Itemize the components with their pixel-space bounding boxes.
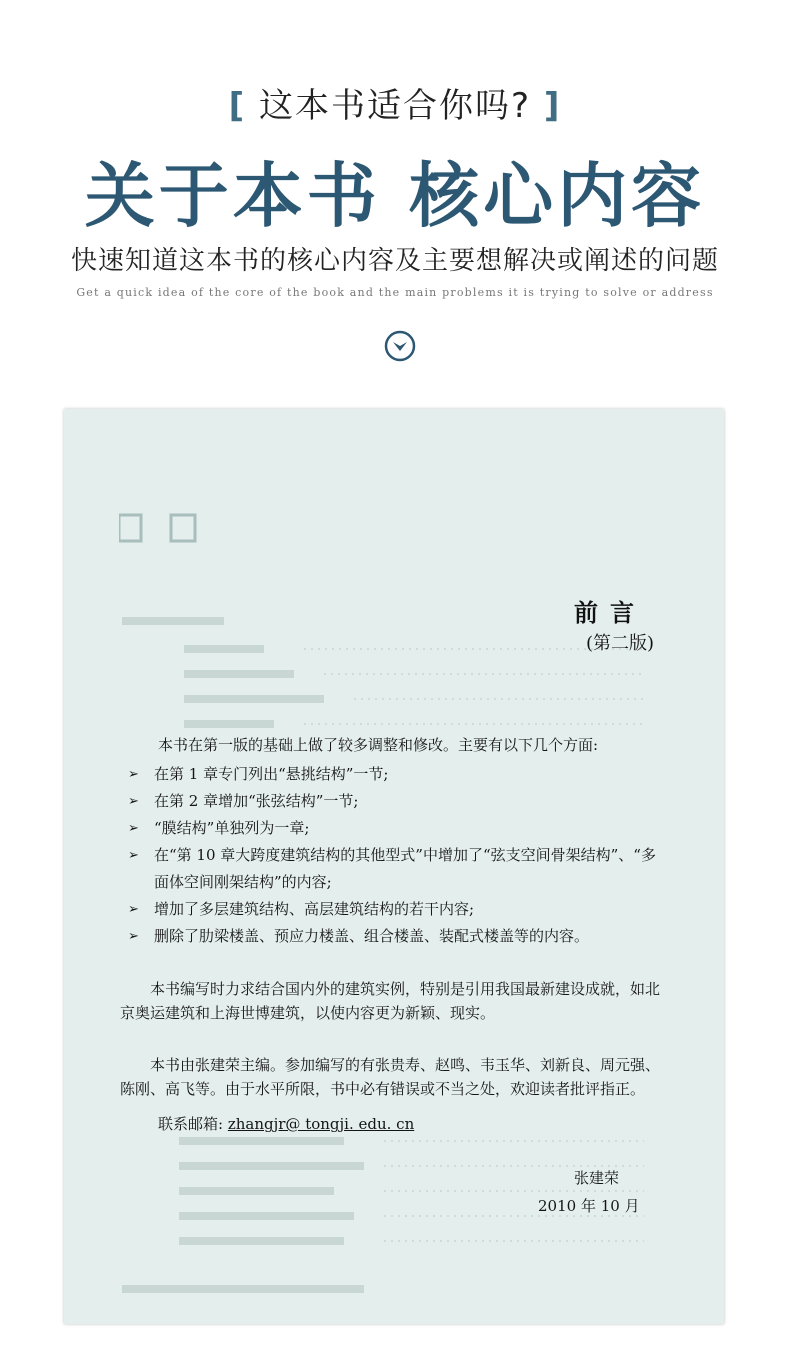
bullet-arrow-icon: ➢ (128, 794, 139, 809)
bracket-left: [ (228, 86, 247, 126)
contact-label: 联系邮箱: (158, 1115, 224, 1133)
list-item: ➢ 删除了肋梁楼盖、预应力楼盖、组合楼盖、装配式楼盖等的内容。 (128, 923, 668, 950)
author-name: 张建荣 (574, 1169, 620, 1187)
preface-date: 2010 年 10 月 (538, 1197, 640, 1215)
bracket-right: ] (543, 86, 562, 126)
preface-paragraph: 本书编写时力求结合国内外的建筑实例，特别是引用我国最新建设成就，如北京奥运建筑和上海世博建筑，以使内容更为新颖、现实。 (120, 980, 661, 1022)
preface-paragraph: 本书由张建荣主编。参加编写的有张贵寿、赵鸣、韦玉华、刘新良、周元强、陈刚、高飞等。由于水平所限，书中必有错误或不当之处，欢迎读者批评指正。 (120, 1056, 661, 1098)
list-item: ➢ 在第 2 章增加“张弦结构”一节; (128, 788, 668, 815)
contact-line (158, 1113, 414, 1134)
english-subtitle: Get a quick idea of the core of the book and the main problems it is trying to solve or address (76, 286, 714, 299)
list-item: ➢ “膜结构”单独列为一章; (128, 815, 668, 842)
contact-email: zhangjr@ tongji. edu. cn (227, 1115, 415, 1133)
preface-intro: 本书在第一版的基础上做了较多调整和修改。主要有以下几个方面: (158, 736, 599, 754)
edition-label: (第二版) (585, 633, 654, 654)
list-item: ➢ 在第 1 章专门列出“悬挑结构”一节; (128, 761, 668, 788)
bullet-arrow-icon: ➢ (128, 902, 139, 917)
preface-title: 前言 (574, 598, 646, 627)
bullet-arrow-icon: ➢ (128, 767, 139, 782)
bullet-arrow-icon: ➢ (128, 848, 139, 863)
bullet-arrow-icon: ➢ (128, 821, 139, 836)
chevron-down-circle-icon (384, 330, 416, 362)
question-text: 这本书适合你吗? (258, 86, 532, 126)
list-item: ➢ 在“第 10 章大跨度建筑结构的其他型式”中增加了“弦支空间骨架结构”、“多面体空间刚架结构”的内容; (128, 842, 668, 896)
book-page-photo (64, 409, 724, 1324)
page-subtitle: 快速知道这本书的核心内容及主要想解决或阐述的问题 (70, 246, 719, 276)
bullet-arrow-icon: ➢ (128, 929, 139, 944)
section-question (0, 78, 790, 127)
change-list (128, 761, 668, 950)
page-title: 关于本书 核心内容 (84, 154, 706, 237)
list-item: ➢ 增加了多层建筑结构、高层建筑结构的若干内容; (128, 896, 668, 923)
